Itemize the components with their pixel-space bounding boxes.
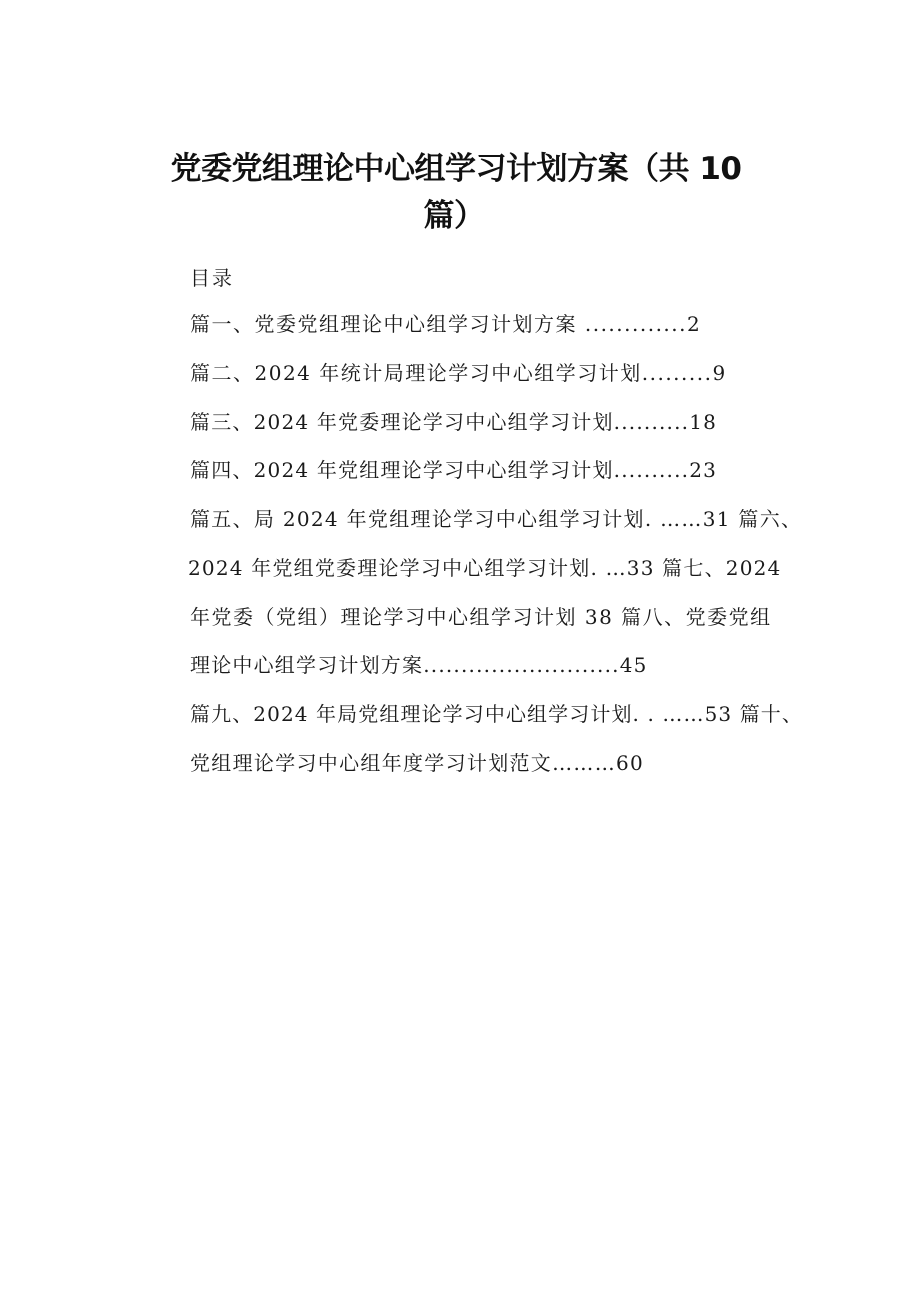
toc-line[interactable]: 篇三、2024 年党委理论学习中心组学习计划..........18: [190, 410, 718, 434]
toc-line[interactable]: 篇四、2024 年党组理论学习中心组学习计划..........23: [190, 458, 718, 482]
toc-line[interactable]: 党组理论学习中心组年度学习计划范文………60: [190, 751, 645, 775]
toc-line[interactable]: 篇九、2024 年局党组理论学习中心组学习计划. . ……53 篇十、: [190, 702, 803, 726]
toc-line[interactable]: 篇二、2024 年统计局理论学习中心组学习计划.........9: [190, 361, 727, 385]
toc-heading: 目录: [190, 266, 234, 290]
document-title-line-2: 篇）: [423, 198, 485, 234]
document-title-line-1: 党委党组理论中心组学习计划方案（共 10: [170, 151, 742, 187]
toc-line[interactable]: 篇五、局 2024 年党组理论学习中心组学习计划. ……31 篇六、: [190, 507, 803, 531]
toc-line[interactable]: 篇一、党委党组理论中心组学习计划方案 .............2: [190, 312, 702, 336]
toc-line[interactable]: 年党委（党组）理论学习中心组学习计划 38 篇八、党委党组: [190, 605, 772, 629]
toc-line[interactable]: 2024 年党组党委理论学习中心组学习计划. …33 篇七、2024: [188, 556, 782, 580]
toc-line[interactable]: 理论中心组学习计划方案..........................45: [190, 653, 648, 677]
